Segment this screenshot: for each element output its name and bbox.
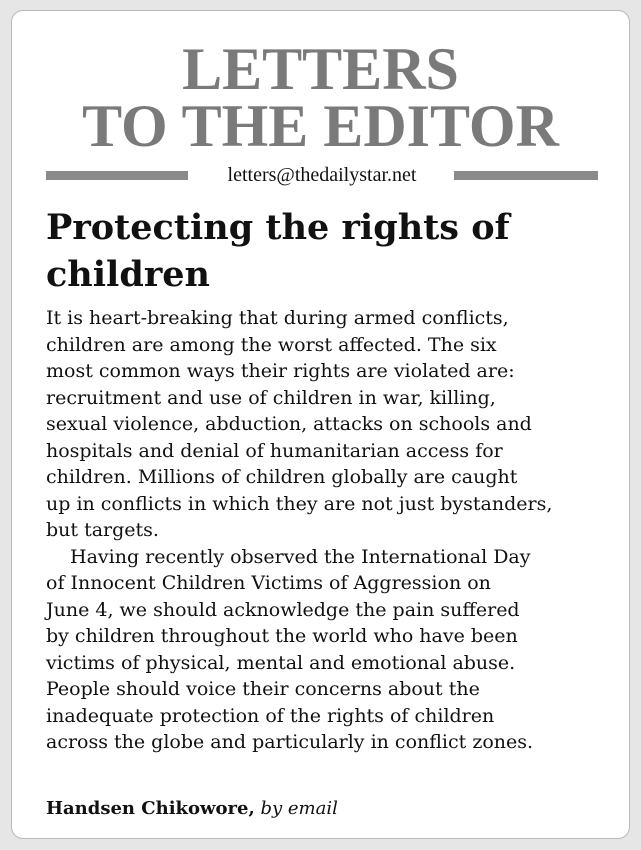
masthead-line-2: TO THE EDITOR [82,93,559,159]
body-line: hospitals and denial of humanitarian access for [46,439,503,462]
headline-line-1: Protecting the rights of [46,207,510,248]
body-line: People should voice their concerns about the [46,678,480,700]
body-line: Having recently observed the International Day [70,545,531,568]
body-line: sexual violence, abduction, attacks on schools and [46,413,532,435]
masthead-line-1: LETTERS [182,36,459,102]
letter-body [46,305,616,756]
letter-headline [46,204,606,298]
body-line: victims of physical, mental and emotional abuse. [46,651,516,674]
body-line: It is heart-breaking that during armed conflicts, [46,307,509,329]
letter-signature [46,797,338,821]
body-line: but targets. [46,519,159,541]
paragraph-1 [46,305,616,544]
body-line: June 4, we should acknowledge the pain suffered [46,598,520,621]
email-rule-row [46,162,598,188]
paragraph-2 [46,544,616,756]
letter-card [11,10,630,839]
body-line: by children throughout the world who have been [46,625,518,647]
body-line: inadequate protection of the rights of children [46,704,495,727]
body-line: up in conflicts in which they are not just bystanders, [46,492,553,515]
body-line: children. Millions of children globally are caught [46,466,518,488]
body-line: across the globe and particularly in conflict zones. [46,731,534,753]
headline-line-2: children [46,254,210,295]
left-rule-bar [46,171,188,180]
body-line: children are among the worst affected. The six [46,333,497,356]
submission-method: by email [260,798,338,819]
right-rule-bar [454,171,598,180]
body-line: recruitment and use of children in war, killing, [46,386,496,409]
body-line: of Innocent Children Victims of Aggression on [46,572,491,594]
section-masthead [12,36,629,159]
editor-email: letters@thedailystar.net [227,164,417,186]
body-line: most common ways their rights are violated are: [46,360,515,382]
author-name: Handsen Chikowore, [46,798,255,819]
